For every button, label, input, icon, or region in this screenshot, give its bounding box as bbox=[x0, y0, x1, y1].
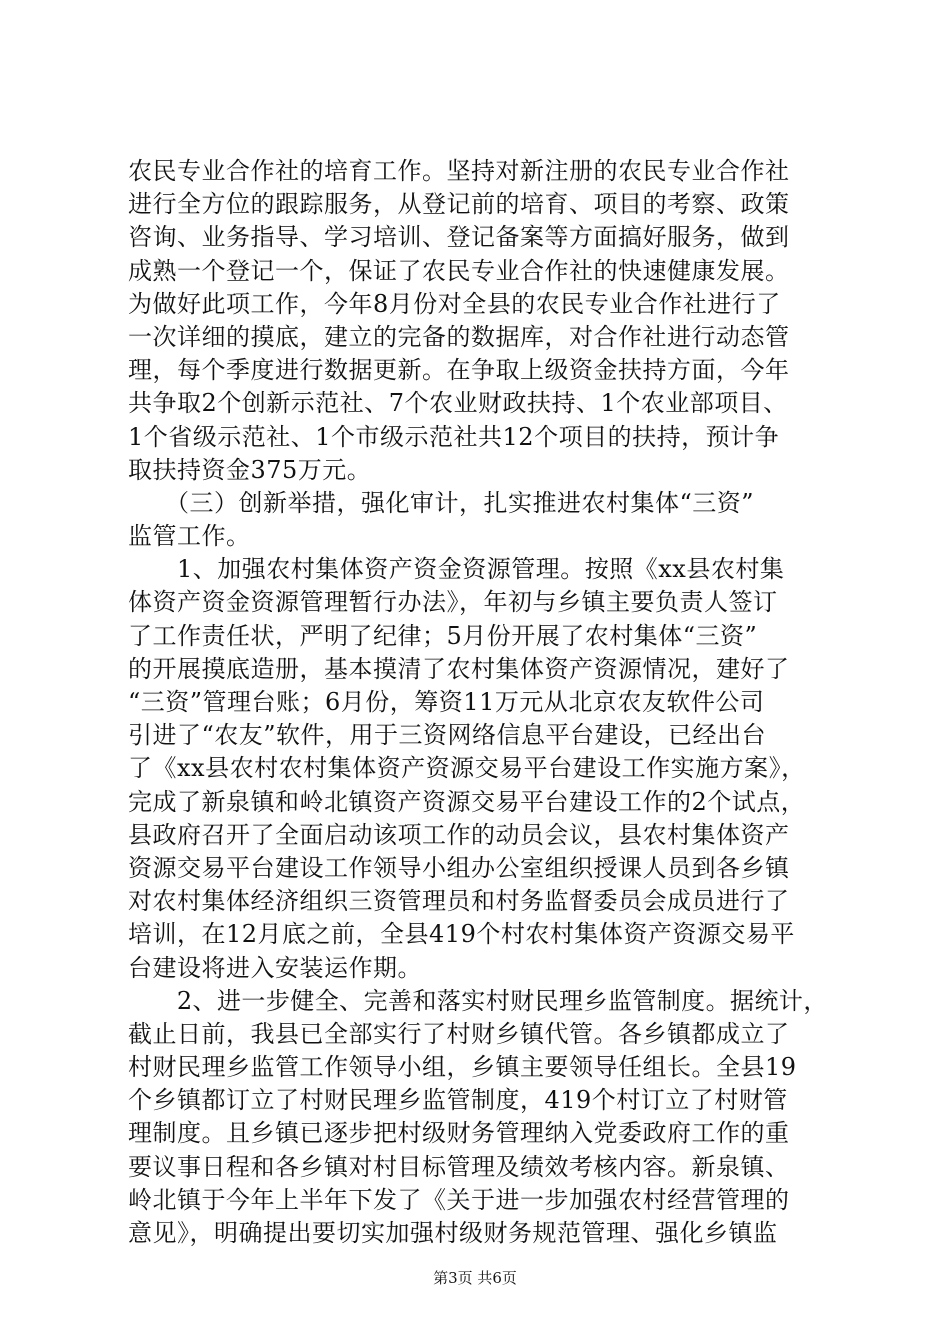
text-line: 监管工作。 bbox=[128, 522, 251, 551]
text-line: 的开展摸底造册，基本摸清了农村集体资产资源情况，建好了 bbox=[128, 654, 790, 683]
text-line: 意见》，明确提出要切实加强村级财务规范管理、强化乡镇监 bbox=[128, 1219, 778, 1247]
text-line: 1个省级示范社、1个市级示范社共12个项目的扶持，预计争 bbox=[128, 422, 780, 451]
text-line: （三）创新举措，强化审计，扎实推进农村集体“三资” bbox=[128, 488, 755, 517]
text-line: 理，每个季度进行数据更新。在争取上级资金扶持方面，今年 bbox=[128, 356, 790, 385]
text-line: 2、进一步健全、完善和落实村财民理乡监管制度。据统计， bbox=[128, 986, 828, 1015]
page-footer: 第3页 共6页 bbox=[433, 1269, 517, 1287]
text-line: 1、加强农村集体资产资金资源管理。按照《xx县农村集 bbox=[128, 555, 785, 584]
text-line: 农民专业合作社的培育工作。坚持对新注册的农民专业合作社 bbox=[128, 157, 790, 185]
text-line: 资源交易平台建设工作领导小组办公室组织授课人员到各乡镇 bbox=[128, 853, 790, 882]
text-line: 一次详细的摸底，建立的完备的数据库，对合作社进行动态管 bbox=[128, 322, 790, 351]
text-line: 完成了新泉镇和岭北镇资产资源交易平台建设工作的2个试点， bbox=[128, 787, 806, 816]
text-line: 村财民理乡监管工作领导小组，乡镇主要领导任组长。全县19 bbox=[128, 1053, 797, 1082]
text-line: 个乡镇都订立了村财民理乡监管制度，419个村订立了村财管 bbox=[128, 1086, 788, 1115]
text-line: 台建设将进入安装运作期。 bbox=[128, 953, 422, 982]
text-line: 共争取2个创新示范社、7个农业财政扶持、1个农业部项目、 bbox=[128, 389, 788, 418]
text-line: 县政府召开了全面启动该项工作的动员会议，县农村集体资产 bbox=[128, 820, 790, 849]
document-body bbox=[128, 155, 828, 1250]
text-line: 培训，在12月底之前，全县419个村农村集体资产资源交易平 bbox=[128, 920, 795, 949]
text-line: 对农村集体经济组织三资管理员和村务监督委员会成员进行了 bbox=[128, 887, 790, 916]
text-line: 截止日前，我县已全部实行了村财乡镇代管。各乡镇都成立了 bbox=[128, 1019, 790, 1048]
text-line: 引进了“农友”软件，用于三资网络信息平台建设，已经出台 bbox=[128, 721, 767, 750]
text-line: 取扶持资金375万元。 bbox=[128, 455, 372, 484]
text-line: 为做好此项工作，今年8月份对全县的农民专业合作社进行了 bbox=[128, 289, 781, 318]
text-line: 理制度。且乡镇已逐步把村级财务管理纳入党委政府工作的重 bbox=[128, 1119, 790, 1148]
text-line: 咨询、业务指导、学习培训、登记备案等方面搞好服务，做到 bbox=[128, 223, 790, 252]
text-line: 体资产资金资源管理暂行办法》，年初与乡镇主要负责人签订 bbox=[128, 588, 778, 617]
text-line: “三资”管理台账；6月份，筹资11万元从北京农友软件公司 bbox=[128, 688, 765, 716]
text-line: 了工作责任状，严明了纪律；5月份开展了农村集体“三资” bbox=[128, 621, 758, 650]
text-line: 成熟一个登记一个，保证了农民专业合作社的快速健康发展。 bbox=[128, 256, 790, 285]
text-line: 进行全方位的跟踪服务，从登记前的培育、项目的考察、政策 bbox=[128, 190, 790, 219]
text-line: 要议事日程和各乡镇对村目标管理及绩效考核内容。新泉镇、 bbox=[128, 1152, 790, 1181]
text-line: 了《xx县农村农村集体资产资源交易平台建设工作实施方案》， bbox=[128, 754, 806, 783]
text-line: 岭北镇于今年上半年下发了《关于进一步加强农村经营管理的 bbox=[128, 1185, 790, 1214]
